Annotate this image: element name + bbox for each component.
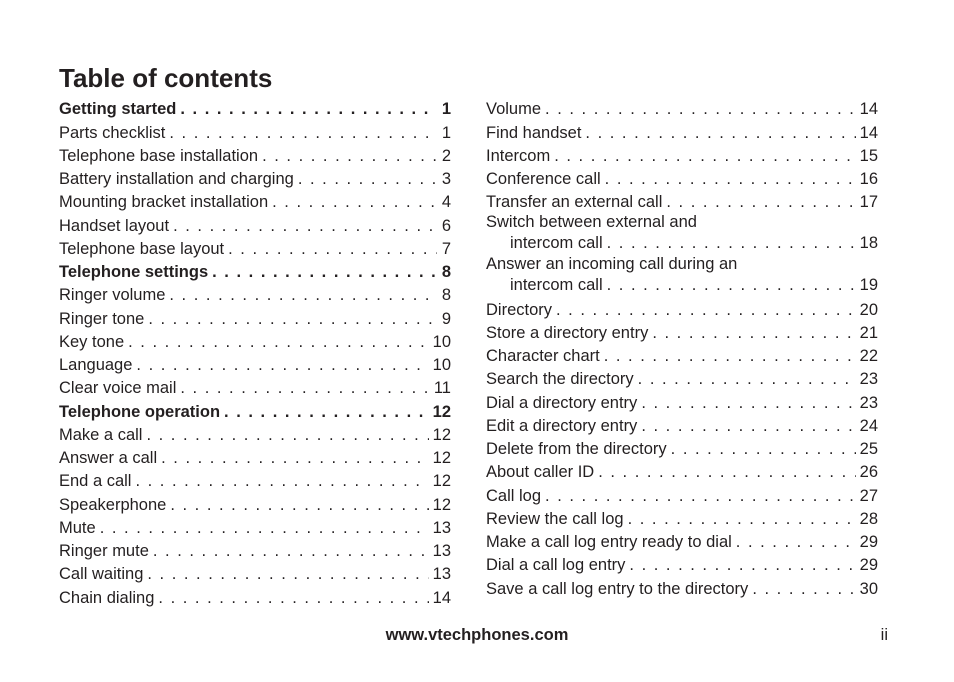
toc-entry-label: Directory bbox=[486, 300, 553, 319]
toc-dot-leader bbox=[173, 215, 437, 237]
toc-entry bbox=[59, 469, 451, 492]
toc-entry bbox=[486, 255, 878, 297]
toc-entry-label: Speakerphone bbox=[59, 495, 167, 514]
toc-entry-label: Parts checklist bbox=[59, 123, 166, 142]
toc-entry-label: Transfer an external call bbox=[486, 193, 663, 212]
toc-entry bbox=[486, 321, 878, 344]
toc-dot-leader bbox=[180, 377, 429, 399]
toc-entry-page: 2 bbox=[441, 146, 451, 165]
toc-dot-leader bbox=[607, 232, 856, 254]
toc-entry-label: Find handset bbox=[486, 123, 582, 142]
toc-dot-leader bbox=[262, 145, 437, 167]
toc-entry-page: 24 bbox=[859, 416, 878, 435]
toc-entry-page: 9 bbox=[441, 309, 451, 328]
toc-entry-label: Review the call log bbox=[486, 509, 624, 528]
toc-entry bbox=[486, 97, 878, 120]
toc-entry bbox=[59, 237, 451, 260]
toc-entry-label: Chain dialing bbox=[59, 588, 155, 607]
toc-entry bbox=[59, 516, 451, 539]
toc-entry bbox=[59, 376, 451, 399]
toc-entry-label: Mute bbox=[59, 518, 96, 537]
toc-dot-leader bbox=[170, 494, 428, 516]
toc-entry-page: 13 bbox=[432, 565, 451, 584]
toc-entry-label: Telephone base layout bbox=[59, 239, 225, 258]
toc-dot-leader bbox=[228, 238, 437, 260]
footer-page-number: ii bbox=[880, 626, 888, 644]
toc-entry-page: 29 bbox=[859, 533, 878, 551]
toc-entry-page: 13 bbox=[432, 518, 451, 537]
toc-entry bbox=[59, 144, 451, 167]
toc-entry bbox=[486, 437, 878, 460]
toc-dot-leader bbox=[736, 531, 856, 553]
toc-entry bbox=[486, 483, 878, 506]
toc-entry bbox=[486, 120, 878, 143]
toc-dot-leader bbox=[556, 299, 856, 321]
toc-section-heading bbox=[59, 260, 451, 283]
toc-entry-label: Search the directory bbox=[486, 370, 634, 389]
toc-entry-page: 14 bbox=[859, 123, 878, 142]
toc-entry-label: Store a directory entry bbox=[486, 323, 649, 342]
toc-entry bbox=[486, 190, 878, 213]
toc-entry bbox=[59, 446, 451, 469]
toc-entry-label: Ringer volume bbox=[59, 286, 166, 305]
toc-dot-leader bbox=[148, 308, 437, 330]
toc-dot-leader bbox=[554, 145, 855, 167]
toc-entry-label: Dial a directory entry bbox=[486, 393, 638, 412]
toc-dot-leader bbox=[169, 122, 437, 144]
toc-dot-leader bbox=[545, 98, 856, 120]
toc-entry-label: Call log bbox=[486, 486, 542, 505]
toc-entry-label: Key tone bbox=[59, 332, 125, 351]
toc-entry-label: Conference call bbox=[486, 170, 601, 188]
toc-entry-label: Getting started bbox=[59, 100, 177, 119]
footer-url: www.vtechphones.com bbox=[385, 626, 569, 644]
toc-entry-page: 12 bbox=[432, 402, 451, 421]
toc-dot-leader bbox=[641, 392, 855, 414]
toc-entry-label: Answer a call bbox=[59, 449, 158, 467]
toc-entry-label-continued: intercom call bbox=[510, 276, 603, 295]
toc-entry-label: Ringer mute bbox=[59, 542, 149, 560]
toc-entry-label-continued: intercom call bbox=[510, 234, 603, 253]
toc-entry-page: 8 bbox=[441, 286, 451, 305]
toc-section-heading bbox=[59, 97, 451, 120]
toc-entry bbox=[486, 167, 878, 190]
toc-dot-leader bbox=[272, 191, 437, 213]
toc-entry-page: 15 bbox=[859, 146, 878, 165]
toc-entry bbox=[59, 330, 451, 353]
toc-dot-leader bbox=[598, 461, 855, 483]
toc-dot-leader bbox=[666, 191, 855, 213]
toc-dot-leader bbox=[545, 485, 856, 507]
toc-entry-page: 14 bbox=[432, 588, 451, 607]
toc-left-column bbox=[59, 97, 451, 609]
toc-entry-page: 23 bbox=[859, 393, 878, 412]
toc-entry bbox=[486, 390, 878, 413]
toc-entry-label: Delete from the directory bbox=[486, 440, 667, 458]
toc-entry bbox=[59, 167, 451, 190]
toc-entry-page: 16 bbox=[859, 170, 878, 188]
toc-entry-page: 25 bbox=[859, 440, 878, 458]
toc-entry bbox=[59, 283, 451, 306]
toc-entry-label: Make a call log entry ready to dial bbox=[486, 533, 732, 551]
toc-entry-label: Switch between external and bbox=[486, 213, 697, 232]
toc-dot-leader bbox=[629, 554, 855, 576]
toc-dot-leader bbox=[607, 274, 856, 296]
toc-dot-leader bbox=[135, 470, 428, 492]
toc-dot-leader bbox=[224, 401, 429, 423]
toc-entry-page: 20 bbox=[859, 300, 878, 319]
toc-entry-page: 28 bbox=[859, 509, 878, 528]
toc-entry-label: Save a call log entry to the directory bbox=[486, 579, 749, 598]
toc-entry-label: About caller ID bbox=[486, 463, 595, 482]
toc-entry-page: 18 bbox=[859, 234, 878, 253]
toc-dot-leader bbox=[169, 284, 437, 306]
toc-entry-page: 29 bbox=[859, 556, 878, 575]
toc-entry-page: 30 bbox=[859, 579, 878, 598]
toc-entry-label: Telephone operation bbox=[59, 402, 221, 421]
toc-entry-label: Make a call bbox=[59, 425, 143, 444]
toc-dot-leader bbox=[638, 368, 856, 390]
toc-entry-label: Mounting bracket installation bbox=[59, 193, 269, 212]
toc-entry bbox=[486, 367, 878, 390]
toc-dot-leader bbox=[641, 415, 855, 437]
toc-dot-leader bbox=[158, 587, 428, 609]
toc-entry-page: 7 bbox=[441, 239, 451, 258]
toc-dot-leader bbox=[652, 322, 855, 344]
toc-entry-page: 19 bbox=[859, 276, 878, 295]
toc-entry bbox=[486, 460, 878, 483]
toc-entry-page: 12 bbox=[432, 425, 451, 444]
toc-entry-page: 1 bbox=[441, 100, 451, 119]
toc-entry bbox=[486, 553, 878, 576]
toc-entry bbox=[486, 576, 878, 599]
toc-dot-leader bbox=[147, 563, 428, 585]
toc-dot-leader bbox=[146, 424, 428, 446]
toc-dot-leader bbox=[604, 345, 856, 367]
toc-entry bbox=[59, 306, 451, 329]
toc-entry bbox=[59, 562, 451, 585]
toc-entry-page: 1 bbox=[441, 123, 451, 142]
toc-entry-label: Intercom bbox=[486, 146, 551, 165]
toc-entry bbox=[59, 423, 451, 446]
toc-entry-label: Language bbox=[59, 356, 133, 374]
toc-dot-leader bbox=[628, 508, 856, 530]
toc-dot-leader bbox=[752, 578, 855, 600]
toc-section-heading bbox=[59, 399, 451, 422]
toc-entry bbox=[59, 539, 451, 562]
toc-entry-label: Character chart bbox=[486, 347, 600, 365]
toc-entry bbox=[486, 344, 878, 367]
toc-entry-page: 11 bbox=[433, 379, 451, 398]
page-title: Table of contents bbox=[59, 63, 273, 93]
toc-entry-label: Telephone base installation bbox=[59, 146, 259, 165]
toc-entry-label: Ringer tone bbox=[59, 309, 145, 328]
toc-entry bbox=[59, 585, 451, 608]
toc-entry-label: Clear voice mail bbox=[59, 379, 177, 398]
toc-entry bbox=[486, 414, 878, 437]
toc-entry-label: Telephone settings bbox=[59, 263, 209, 281]
toc-entry-label: Call waiting bbox=[59, 565, 144, 584]
toc-entry-page: 14 bbox=[859, 100, 878, 119]
toc-dot-leader bbox=[212, 261, 437, 283]
toc-entry bbox=[486, 144, 878, 167]
toc-entry bbox=[486, 213, 878, 255]
toc-entry-page: 12 bbox=[432, 472, 451, 491]
toc-entry-page: 6 bbox=[441, 216, 451, 235]
toc-entry bbox=[486, 297, 878, 320]
toc-entry-page: 12 bbox=[432, 449, 451, 467]
toc-entry-page: 3 bbox=[441, 170, 451, 188]
toc-dot-leader bbox=[100, 517, 429, 539]
toc-entry-page: 10 bbox=[432, 356, 451, 374]
toc-dot-leader bbox=[605, 168, 856, 190]
toc-entry-label: End a call bbox=[59, 472, 132, 491]
toc-entry-page: 12 bbox=[432, 495, 451, 514]
toc-entry-page: 17 bbox=[859, 193, 878, 212]
toc-entry-page: 23 bbox=[859, 370, 878, 389]
toc-entry-page: 21 bbox=[859, 323, 878, 342]
toc-entry bbox=[59, 492, 451, 515]
toc-entry bbox=[59, 190, 451, 213]
toc-entry-page: 10 bbox=[432, 332, 451, 351]
toc-dot-leader bbox=[136, 354, 428, 376]
toc-dot-leader bbox=[298, 168, 437, 190]
toc-dot-leader bbox=[585, 122, 855, 144]
toc-dot-leader bbox=[153, 540, 429, 562]
toc-entry-page: 13 bbox=[432, 542, 451, 560]
toc-entry-page: 26 bbox=[859, 463, 878, 482]
toc-entry bbox=[486, 507, 878, 530]
toc-entry-label: Volume bbox=[486, 100, 542, 119]
toc-entry-page: 27 bbox=[859, 486, 878, 505]
toc-entry-label: Handset layout bbox=[59, 216, 170, 235]
toc-entry-label: Answer an incoming call during an bbox=[486, 255, 738, 274]
toc-entry-label: Edit a directory entry bbox=[486, 416, 638, 435]
toc-dot-leader bbox=[671, 438, 856, 460]
toc-entry bbox=[59, 213, 451, 236]
toc-dot-leader bbox=[161, 447, 429, 469]
toc-entry-page: 8 bbox=[441, 263, 451, 281]
toc-entry-page: 22 bbox=[859, 347, 878, 365]
toc-entry-label: Battery installation and charging bbox=[59, 170, 294, 188]
toc-dot-leader bbox=[180, 98, 437, 120]
toc-dot-leader bbox=[128, 331, 429, 353]
toc-entry bbox=[59, 353, 451, 376]
toc-entry-label: Dial a call log entry bbox=[486, 556, 626, 575]
toc-entry bbox=[59, 120, 451, 143]
toc-right-column bbox=[486, 97, 878, 600]
toc-entry bbox=[486, 530, 878, 553]
toc-entry-page: 4 bbox=[441, 193, 451, 212]
